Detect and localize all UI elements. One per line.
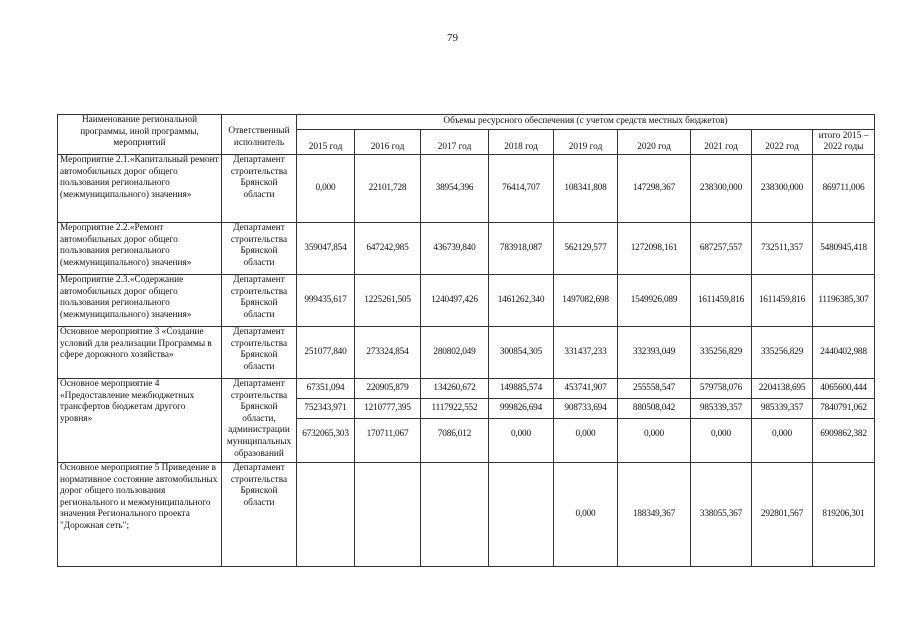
cell-value: 273324,854 [355, 327, 421, 379]
cell-value: 335256,829 [691, 327, 752, 379]
cell-value: 7840791,062 [813, 399, 875, 419]
cell-value: 255558,547 [618, 379, 691, 399]
cell-value: 0,000 [489, 419, 554, 463]
cell-value [421, 463, 489, 567]
cell-value [355, 463, 421, 567]
cell-value: 0,000 [618, 419, 691, 463]
cell-value: 5480945,418 [813, 223, 875, 275]
row-name: Мероприятие 2.3.«Содержание автомобильных дорог общего пользования регионального (межмуниципального) значения» [58, 275, 222, 327]
cell-value: 220905,879 [355, 379, 421, 399]
table-row [58, 327, 875, 379]
cell-value: 0,000 [691, 419, 752, 463]
row-executor: Департамент строительства Брянской области [222, 275, 297, 327]
cell-value: 0,000 [554, 463, 618, 567]
page-number: 79 [447, 32, 458, 44]
cell-value: 359047,854 [297, 223, 355, 275]
cell-value: 0,000 [554, 419, 618, 463]
cell-value: 108341,808 [554, 155, 618, 223]
cell-value: 985339,357 [752, 399, 813, 419]
cell-value: 335256,829 [752, 327, 813, 379]
cell-value: 11196385,307 [813, 275, 875, 327]
cell-value [297, 463, 355, 567]
header-year-6: 2021 год [691, 130, 752, 155]
cell-value: 149885,574 [489, 379, 554, 399]
cell-value: 4065600,444 [813, 379, 875, 399]
cell-value: 2440402,988 [813, 327, 875, 379]
cell-value: 338055,367 [691, 463, 752, 567]
cell-value: 6732065,303 [297, 419, 355, 463]
cell-value: 170711,067 [355, 419, 421, 463]
cell-value: 579758,076 [691, 379, 752, 399]
header-year-1: 2016 год [355, 130, 421, 155]
cell-value: 687257,557 [691, 223, 752, 275]
cell-value: 999826,694 [489, 399, 554, 419]
header-year-7: 2022 год [752, 130, 813, 155]
cell-value: 292801,567 [752, 463, 813, 567]
cell-value: 300854,305 [489, 327, 554, 379]
row-executor: Департамент строительства Брянской области [222, 155, 297, 223]
header-year-8: итого 2015 – 2022 годы [813, 130, 875, 155]
row-name: Мероприятие 2.2.«Ремонт автомобильных дорог общего пользования регионального (межмуниципального) значения» [58, 223, 222, 275]
header-year-2: 2017 год [421, 130, 489, 155]
budget-table [57, 111, 875, 567]
cell-value: 752343,971 [297, 399, 355, 419]
cell-value: 6909862,382 [813, 419, 875, 463]
row-name: Основное мероприятие 5 Приведение в нормативное состояние автомобильных дорог общего пользования регионального и межмуниципального значения Регионального проекта "Дорожная сеть"; [58, 463, 222, 567]
row-name: Основное мероприятие 3 «Создание условий для реализации Программы в сфере дорожного хозяйства» [58, 327, 222, 379]
cell-value: 783918,087 [489, 223, 554, 275]
row-executor: Департамент строительства Брянской области [222, 463, 297, 567]
table-row [58, 155, 875, 223]
cell-value: 1611459,816 [752, 275, 813, 327]
header-executor: Ответственный исполнитель [222, 115, 297, 155]
header-year-4: 2019 год [554, 130, 618, 155]
cell-value: 985339,357 [691, 399, 752, 419]
cell-value: 0,000 [297, 155, 355, 223]
cell-value: 0,000 [752, 419, 813, 463]
cell-value: 134260,672 [421, 379, 489, 399]
table-row [58, 223, 875, 275]
cell-value [489, 463, 554, 567]
cell-value: 732511,357 [752, 223, 813, 275]
cell-value: 238300,000 [691, 155, 752, 223]
cell-value: 1240497,426 [421, 275, 489, 327]
row-executor: Департамент строительства Брянской области [222, 223, 297, 275]
cell-value: 238300,000 [752, 155, 813, 223]
cell-value: 819206,301 [813, 463, 875, 567]
table-row [58, 463, 875, 567]
cell-value: 67351,094 [297, 379, 355, 399]
cell-value: 1549926,089 [618, 275, 691, 327]
cell-value: 38954,396 [421, 155, 489, 223]
cell-value: 562129,577 [554, 223, 618, 275]
cell-value: 251077,840 [297, 327, 355, 379]
cell-value: 76414,707 [489, 155, 554, 223]
header-year-5: 2020 год [618, 130, 691, 155]
header-year-0: 2015 год [297, 130, 355, 155]
header-name: Наименование региональной программы, иной программы, мероприятий [58, 115, 222, 155]
row-executor: Департамент строительства Брянской области [222, 327, 297, 379]
cell-value: 22101,728 [355, 155, 421, 223]
cell-value: 2204138,695 [752, 379, 813, 399]
cell-value: 7086,012 [421, 419, 489, 463]
table-row [58, 275, 875, 327]
header-volumes: Объемы ресурсного обеспечения (с учетом средств местных бюджетов) [297, 115, 875, 130]
cell-value: 332393,049 [618, 327, 691, 379]
cell-value: 908733,694 [554, 399, 618, 419]
header-year-3: 2018 год [489, 130, 554, 155]
cell-value: 1117922,552 [421, 399, 489, 419]
cell-value: 331437,233 [554, 327, 618, 379]
cell-value: 1210777,395 [355, 399, 421, 419]
cell-value: 647242,985 [355, 223, 421, 275]
row-executor: Департамент строительства Брянской области, администрации муниципальных образований [222, 379, 297, 463]
cell-value: 1272098,161 [618, 223, 691, 275]
row-name: Мероприятие 2.1.«Капитальный ремонт автомобильных дорог общего пользования регионального (межмуниципального) значения» [58, 155, 222, 223]
cell-value: 869711,006 [813, 155, 875, 223]
cell-value: 1225261,505 [355, 275, 421, 327]
cell-value: 1497082,698 [554, 275, 618, 327]
cell-value: 1461262,340 [489, 275, 554, 327]
cell-value: 436739,840 [421, 223, 489, 275]
cell-value: 999435,617 [297, 275, 355, 327]
cell-value: 188349,367 [618, 463, 691, 567]
cell-value: 1611459,816 [691, 275, 752, 327]
cell-value: 280802,049 [421, 327, 489, 379]
cell-value: 880508,042 [618, 399, 691, 419]
cell-value: 453741,907 [554, 379, 618, 399]
table-row [58, 379, 875, 399]
row-name: Основное мероприятие 4 «Предоставление межбюджетных трансфертов бюджетам другого уровня» [58, 379, 222, 463]
cell-value: 147298,367 [618, 155, 691, 223]
